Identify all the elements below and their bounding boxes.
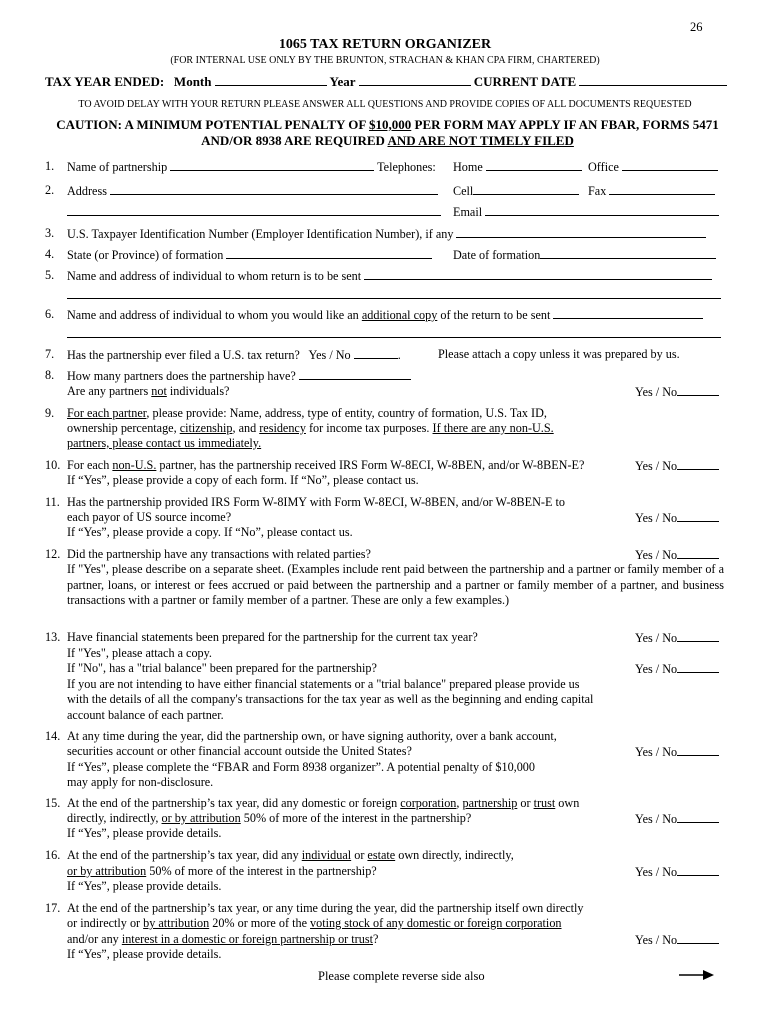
current-date-label: CURRENT DATE <box>473 74 577 89</box>
caution-text-2: PER FORM MAY APPLY IF AN FBAR, FORMS 5471 <box>411 117 719 132</box>
email-label: Email <box>453 205 483 219</box>
q14-yes-no-label: Yes / No <box>635 745 678 759</box>
q17-line-2 <box>67 916 562 932</box>
email-field[interactable] <box>485 204 719 216</box>
q4-state-row <box>67 247 432 264</box>
q10-row <box>45 458 60 474</box>
tax-year-row <box>45 74 727 90</box>
q16-answer-field[interactable] <box>677 864 719 876</box>
q11-row <box>45 495 60 511</box>
q1-row <box>45 159 54 175</box>
cell-label: Cell <box>453 184 474 198</box>
q9-line-3 <box>67 436 261 452</box>
q10-yes-no <box>635 458 719 475</box>
form-subtitle: (FOR INTERNAL USE ONLY BY THE BRUNTON, STRACHAN & KHAN CPA FIRM, CHARTERED) <box>170 55 600 66</box>
tax-year-label: TAX YEAR ENDED: <box>45 74 165 89</box>
month-field[interactable] <box>215 74 327 86</box>
q6-number: 6. <box>45 307 55 321</box>
q10-yes-no-label: Yes / No <box>635 459 678 473</box>
q16-estate: estate <box>367 848 396 862</box>
q16-text-3: own directly, indirectly, <box>395 848 514 862</box>
q15-text-3: or <box>517 796 534 810</box>
q7-label: Has the partnership ever filed a U.S. tax return? <box>67 348 300 362</box>
q16-yes-no <box>635 864 719 881</box>
q8-line-1 <box>67 368 411 385</box>
caution-amount: $10,000 <box>369 117 412 132</box>
q8-yes-no-label: Yes / No <box>635 385 678 399</box>
q14-line-3: If “Yes”, please complete the “FBAR and Form 8938 organizer”. A potential penalty of $10,000 <box>67 760 535 774</box>
q2-address-row <box>67 183 438 200</box>
q11-line-2: each payor of US source income? <box>67 510 232 524</box>
year-field[interactable] <box>359 74 471 86</box>
q8-not: not <box>151 384 167 398</box>
q16-text-4: 50% of more of the interest in the partnership? <box>146 864 377 878</box>
q15-line-1 <box>67 796 579 812</box>
q17-number: 17. <box>45 901 61 915</box>
page-number: 26 <box>690 20 703 34</box>
q11-yes-no <box>635 510 719 527</box>
q15-corporation: corporation <box>400 796 457 810</box>
cell-row <box>453 183 579 200</box>
q13-answer-field-2[interactable] <box>677 661 719 673</box>
address-field-1[interactable] <box>110 183 438 195</box>
address-line-2-row <box>67 204 441 221</box>
q13-answer-field-1[interactable] <box>677 630 719 642</box>
q13-line-4: If you are not intending to have either financial statements or a "trial balance" prepared please provide us <box>67 677 580 691</box>
q5-row <box>45 268 54 284</box>
office-phone-row <box>588 159 718 176</box>
q9-contact-note: partners, please contact us immediately. <box>67 436 262 450</box>
q8-answer-field[interactable] <box>677 384 719 396</box>
q9-line-2 <box>67 421 554 437</box>
q9-for-each-partner: For each partner <box>67 406 147 420</box>
q14-yes-no <box>635 744 719 761</box>
q14-line-4: may apply for non-disclosure. <box>67 775 214 789</box>
date-of-formation-field[interactable] <box>540 247 716 259</box>
q8-number: 8. <box>45 368 55 382</box>
q8-text-1: How many partners does the partnership have? <box>67 369 296 383</box>
q3-number: 3. <box>45 226 55 240</box>
copy-recipient-field-2[interactable] <box>67 326 721 338</box>
q13-yes-no-label-1: Yes / No <box>635 631 678 645</box>
home-label: Home <box>453 160 483 174</box>
q14-line-2: securities account or other financial account outside the United States? <box>67 744 412 758</box>
q13-line-2: If "Yes", please attach a copy. <box>67 646 212 660</box>
q16-individual: individual <box>301 848 352 862</box>
q6-body <box>67 307 703 324</box>
q13-yes-no-1 <box>635 630 719 647</box>
q15-text-4: own <box>555 796 580 810</box>
q10-text-1: For each <box>67 458 113 472</box>
form-title: 1065 TAX RETURN ORGANIZER <box>278 37 492 52</box>
q17-line-3 <box>67 932 378 948</box>
q13-line-3: If "No", has a "trial balance" been prepared for the partnership? <box>67 661 377 675</box>
q17-line-1: At the end of the partnership’s tax year, or any time during the year, did the partnership itself own directly <box>67 901 584 915</box>
email-row <box>453 204 719 221</box>
q8-row <box>45 368 54 384</box>
q9-text-4: for income tax purposes. <box>305 421 433 435</box>
address-field-2[interactable] <box>67 204 441 216</box>
q15-answer-field[interactable] <box>677 811 719 823</box>
q14-answer-field[interactable] <box>677 744 719 756</box>
cell-field[interactable] <box>473 183 579 195</box>
q14-line-1: At any time during the year, did the partnership own, or have signing authority, over a bank account, <box>67 729 557 743</box>
q10-text-2: partner, has the partnership received IRS Form W-8ECI, W-8BEN, and/or W-8BEN-E? <box>156 458 585 472</box>
q10-number: 10. <box>45 458 61 472</box>
q2-number: 2. <box>45 183 55 197</box>
current-date-field[interactable] <box>579 74 727 86</box>
q12-yes-no-label: Yes / No <box>635 548 678 562</box>
q13-line-5: with the details of all the company's transactions for the tax year as well as the beginning and ending capital <box>67 692 594 706</box>
partner-count-field[interactable] <box>299 368 411 380</box>
q5-body <box>67 268 712 285</box>
q11-answer-field[interactable] <box>677 510 719 522</box>
return-recipient-field-1[interactable] <box>364 268 712 280</box>
q17-voting-stock: voting stock of any domestic or foreign corporation <box>310 916 562 930</box>
q1-label: Name of partnership <box>67 160 168 174</box>
q1-number: 1. <box>45 159 55 173</box>
q5-line-2 <box>67 287 721 304</box>
q3-body <box>67 226 706 243</box>
q1-name-row <box>67 159 436 176</box>
date-formation-row <box>453 247 716 264</box>
q16-number: 16. <box>45 848 61 862</box>
q12-row <box>45 547 60 563</box>
avoid-delay-notice: TO AVOID DELAY WITH YOUR RETURN PLEASE ANSWER ALL QUESTIONS AND PROVIDE COPIES OF ALL DOCUMENTS REQUESTED <box>78 99 692 110</box>
q7-body: Has the partnership ever filed a U.S. tax return? Yes / No . <box>67 348 401 362</box>
copy-recipient-field-1[interactable] <box>553 307 703 319</box>
q17-interest: interest in a domestic or foreign partnership or trust <box>121 932 373 946</box>
telephones-label: Telephones: <box>377 160 436 174</box>
q15-row <box>45 796 60 812</box>
q15-yes-no <box>635 811 719 828</box>
q16-text-2: or <box>351 848 368 862</box>
q17-answer-field[interactable] <box>677 932 719 944</box>
q10-line-1 <box>67 458 584 474</box>
q12-description: If "Yes", please describe on a separate sheet. (Examples include rent paid between the partnership and a partner or family member of a partner, loans, or interest or fees accrued or paid between the partnership and a partner or family member of a partner, and business transactions with a partner or family member of a partner. These are only a few examples.) <box>67 562 724 608</box>
q4-row <box>45 247 54 263</box>
q13-yes-no-2 <box>635 661 719 678</box>
q17-text-2: 20% or more of the <box>209 916 311 930</box>
q15-trust: trust <box>533 796 556 810</box>
caution-text-3: AND/OR 8938 ARE REQUIRED <box>201 133 388 148</box>
q15-text-1: At the end of the partnership’s tax year, did any domestic or foreign <box>67 796 401 810</box>
q12-number: 12. <box>45 547 61 561</box>
q15-line-3: If “Yes”, please provide details. <box>67 826 222 840</box>
fax-label: Fax <box>588 184 607 198</box>
fax-row <box>588 183 715 200</box>
q17-text-1: or indirectly or <box>67 916 144 930</box>
q7-answer-field[interactable] <box>354 347 398 359</box>
q8-line-2 <box>67 384 229 400</box>
q17-row <box>45 901 60 917</box>
q5-number: 5. <box>45 268 55 282</box>
q11-line-3: If “Yes”, please provide a copy. If “No”, please contact us. <box>67 525 353 539</box>
q13-number: 13. <box>45 630 61 644</box>
q15-text-6: 50% of more of the interest in the partnership? <box>240 811 472 825</box>
q4-number: 4. <box>45 247 55 261</box>
q13-yes-no-label-2: Yes / No <box>635 662 678 676</box>
q7-number: 7. <box>45 347 55 361</box>
q10-line-2: If “Yes”, please provide a copy of each form. If “No”, please contact us. <box>67 473 419 487</box>
q6-row <box>45 307 54 323</box>
q7-row <box>45 347 54 363</box>
return-recipient-field-2[interactable] <box>67 287 721 299</box>
q16-line-2 <box>67 864 377 880</box>
q8-text-2: Are any partners <box>67 384 152 398</box>
q17-text-4: ? <box>372 932 379 946</box>
q9-non-us-note: If there are any non-U.S. <box>432 421 554 435</box>
q15-by-attribution: or by attribution <box>161 811 241 825</box>
q15-yes-no-label: Yes / No <box>635 812 678 826</box>
q8-text-3: individuals? <box>166 384 230 398</box>
q13-row <box>45 630 60 646</box>
q8-yes-no <box>635 384 719 401</box>
fax-field[interactable] <box>609 183 715 195</box>
q9-text-1: , please provide: Name, address, type of entity, country of formation, U.S. Tax ID, <box>146 406 547 420</box>
q5-label: Name and address of individual to whom return is to be sent <box>67 269 362 283</box>
q7-note: Please attach a copy unless it was prepared by us. <box>438 347 680 361</box>
q15-line-2 <box>67 811 471 827</box>
q11-line-1: Has the partnership provided IRS Form W-8IMY with Form W-8ECI, W-8BEN, and/or W-8BEN-E to <box>67 495 565 509</box>
q17-by-attribution: by attribution <box>143 916 210 930</box>
q9-number: 9. <box>45 406 55 420</box>
q6-text-1: Name and address of individual to whom you would like an <box>67 308 362 322</box>
q15-partnership: partnership <box>462 796 518 810</box>
q13-line-1: Have financial statements been prepared for the partnership for the current tax year? <box>67 630 478 644</box>
q6-text-2: of the return to be sent <box>437 308 551 322</box>
q15-text-2: , <box>456 796 463 810</box>
q3-label: U.S. Taxpayer Identification Number (Employer Identification Number), if any <box>67 227 454 241</box>
q16-text-1: At the end of the partnership’s tax year, did any <box>67 848 302 862</box>
caution-notice <box>30 117 745 149</box>
q3-row <box>45 226 54 242</box>
q16-row <box>45 848 60 864</box>
office-phone-field[interactable] <box>622 159 718 171</box>
q16-line-1 <box>67 848 514 864</box>
q9-line-1 <box>67 406 547 422</box>
q17-yes-no-label: Yes / No <box>635 933 678 947</box>
q6-line-2 <box>67 326 721 343</box>
q13-line-6: account balance of each partner. <box>67 708 224 722</box>
q17-text-3: and/or any <box>67 932 122 946</box>
q4-label: State (or Province) of formation <box>67 248 224 262</box>
q12-line-1: Did the partnership have any transactions with related parties? <box>67 547 371 561</box>
q9-row <box>45 406 54 422</box>
reverse-side-note: Please complete reverse side also <box>318 969 485 983</box>
month-label: Month <box>173 74 212 89</box>
q7-yes-no: Yes / No <box>308 348 351 362</box>
q2-label: Address <box>67 184 107 198</box>
q10-non-us: non-U.S. <box>112 458 157 472</box>
q9-citizenship: citizenship <box>179 421 233 435</box>
ein-field[interactable] <box>456 226 706 238</box>
partnership-name-field[interactable] <box>170 159 374 171</box>
q6-additional-copy: additional copy <box>361 308 438 322</box>
office-label: Office <box>588 160 619 174</box>
q14-row <box>45 729 60 745</box>
q17-yes-no <box>635 932 719 949</box>
q14-number: 14. <box>45 729 61 743</box>
q16-by-attribution: or by attribution <box>67 864 147 878</box>
q9-text-3: , and <box>232 421 260 435</box>
right-arrow-icon <box>679 968 715 987</box>
q17-line-4: If “Yes”, please provide details. <box>67 947 222 961</box>
q10-answer-field[interactable] <box>677 458 719 470</box>
q15-number: 15. <box>45 796 61 810</box>
caution-text-1: CAUTION: A MINIMUM POTENTIAL PENALTY OF <box>56 117 370 132</box>
q16-yes-no-label: Yes / No <box>635 865 678 879</box>
year-label: Year <box>329 74 356 89</box>
q15-text-5: directly, indirectly, <box>67 811 162 825</box>
home-phone-row <box>453 159 582 176</box>
q9-text-2: ownership percentage, <box>67 421 180 435</box>
q12-answer-field[interactable] <box>677 547 719 559</box>
q11-yes-no-label: Yes / No <box>635 511 678 525</box>
q11-number: 11. <box>45 495 60 509</box>
state-of-formation-field[interactable] <box>226 247 432 259</box>
q9-residency: residency <box>259 421 306 435</box>
date-of-formation-label: Date of formation <box>453 248 541 262</box>
home-phone-field[interactable] <box>486 159 582 171</box>
caution-text-4: AND ARE NOT TIMELY FILED <box>387 133 574 148</box>
q16-line-3: If “Yes”, please provide details. <box>67 879 222 893</box>
q2-row <box>45 183 54 199</box>
